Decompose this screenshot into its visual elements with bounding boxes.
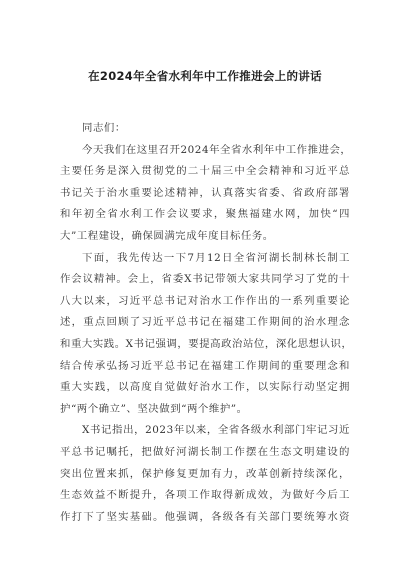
body-text-line: 结合传承弘扬习近平总书记在福建工作期间的重要理念和 — [60, 359, 350, 372]
document-title: 在2024年全省水利年中工作推进会上的讲话 — [88, 69, 322, 83]
body-text-line: 护“两个确立”、坚决做到“两个维护”。 — [60, 402, 248, 415]
body-text-line: 大”工程建设，确保圆满完成年度目标任务。 — [60, 229, 274, 242]
body-text-line: 重大实践，以高度自觉做好治水工作，以实际行动坚定拥 — [60, 381, 350, 394]
body-text-line: 作打下了坚实基础。他强调，各级各有关部门要统筹水资 — [60, 510, 350, 523]
document-body — [60, 118, 353, 528]
salutation-line: 同志们： — [82, 122, 126, 134]
body-text-line: 作会议精神。会上，省委X书记带领大家共同学习了党的十 — [60, 273, 350, 286]
body-text-line: X书记指出，2023年以来，全省各级水利部门牢记习近 — [82, 424, 350, 437]
body-text-line: 和年初全省水利工作会议要求，聚焦福建水网，加快“四 — [60, 208, 350, 221]
body-text-line: 平总书记嘱托，把做好河湖长制工作摆在生态文明建设的 — [60, 445, 350, 458]
body-text-line: 今天我们在这里召开2024年全省水利年中工作推进会， — [82, 143, 352, 156]
body-text-line: 生态效益不断提升，各项工作取得新成效，为做好今后工 — [60, 489, 350, 502]
body-text-line: 突出位置来抓，保护修复更加有力，改革创新持续深化， — [60, 467, 350, 480]
body-text-line: 下面，我先传达一下7月12日全省河湖长制林长制工 — [82, 251, 350, 264]
body-text-line: 书记关于治水重要论述精神，认真落实省委、省政府部署 — [60, 186, 350, 199]
body-text-line: 述，重点回顾了习近平总书记在福建工作期间的治水理念 — [60, 316, 350, 329]
body-text-line: 和重大实践。X书记强调，要提高政治站位，深化思想认识， — [60, 337, 353, 350]
body-text-line: 八大以来，习近平总书记对治水工作作出的一系列重要论 — [60, 294, 350, 307]
body-text-line: 主要任务是深入贯彻党的二十届三中全会精神和习近平总 — [60, 165, 350, 178]
